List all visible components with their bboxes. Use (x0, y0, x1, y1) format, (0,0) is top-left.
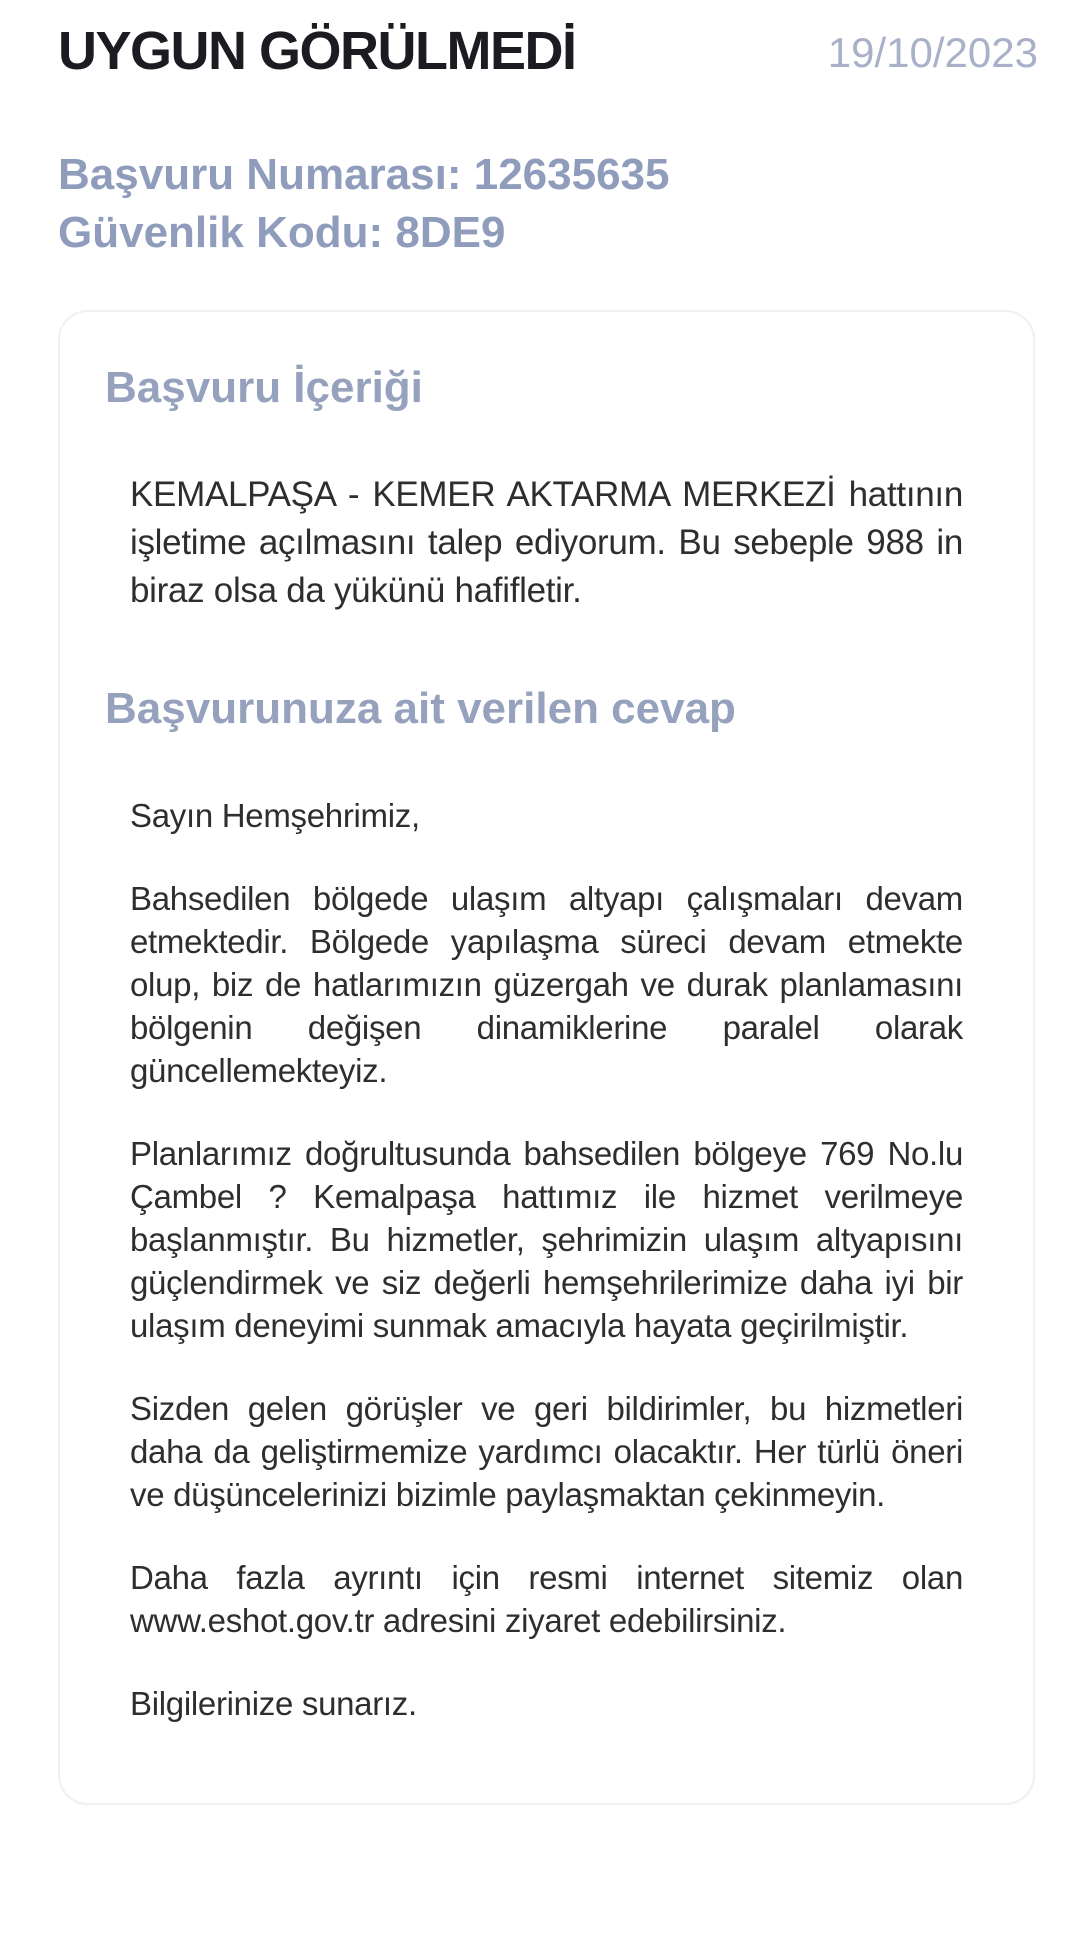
application-result-page (0, 20, 1090, 1805)
request-section-heading: Başvuru İçeriği (105, 363, 423, 413)
application-number-line (58, 146, 1035, 204)
security-code-line (58, 204, 1035, 262)
response-salutation: Sayın Hemşehrimiz, (130, 796, 420, 834)
response-closing: Bilgilerinize sunarız. (130, 1684, 417, 1722)
response-body (130, 794, 963, 1725)
security-code-label: Güvenlik Kodu: (58, 208, 384, 258)
application-date: 19/10/2023 (827, 29, 1038, 76)
response-paragraph: Sizden gelen görüşler ve geri bildirimler, bu hizmetleri daha da geliştirmemize yardımcı olacaktır. Her türlü öneri ve düşüncelerinizi bizimle paylaşmaktan çekinmeyin. (130, 1389, 963, 1513)
response-section-heading: Başvurunuza ait verilen cevap (105, 683, 736, 733)
response-paragraph-website: Daha fazla ayrıntı için resmi internet sitemiz olan www.eshot.gov.tr adresini ziyaret edebilirsiniz. (130, 1558, 963, 1639)
header (58, 20, 1038, 82)
application-meta (58, 146, 1035, 262)
security-code-value: 8DE9 (395, 208, 506, 258)
request-body-text: KEMALPAŞA - KEMER AKTARMA MERKEZİ hattının işletime açılmasını talep ediyorum. Bu sebeple 988 in biraz olsa da yükünü hafifletir. (130, 474, 963, 610)
response-paragraph: Bahsedilen bölgede ulaşım altyapı çalışmaları devam etmektedir. Bölgede yapılaşma süreci devam etmekte olup, biz de hatlarımızın güzergah ve durak planlamasını bölgenin değişen dinamiklerine paralel olarak güncellemekteyiz. (130, 879, 963, 1089)
response-paragraph: Planlarımız doğrultusunda bahsedilen bölgeye 769 No.lu Çambel ? Kemalpaşa hattımız ile hizmet verilmeye başlanmıştır. Bu hizmetler, şehrimizin ulaşım altyapısını güçlendirmek ve siz değerli hemşehrilerimize daha iyi bir ulaşım deneyimi sunmak amacıyla hayata geçirilmiştir. (130, 1134, 963, 1344)
application-detail-card (58, 310, 1035, 1805)
application-number-value: 12635635 (473, 150, 670, 200)
application-number-label: Başvuru Numarası: (58, 150, 462, 200)
status-title: UYGUN GÖRÜLMEDİ (58, 21, 576, 81)
